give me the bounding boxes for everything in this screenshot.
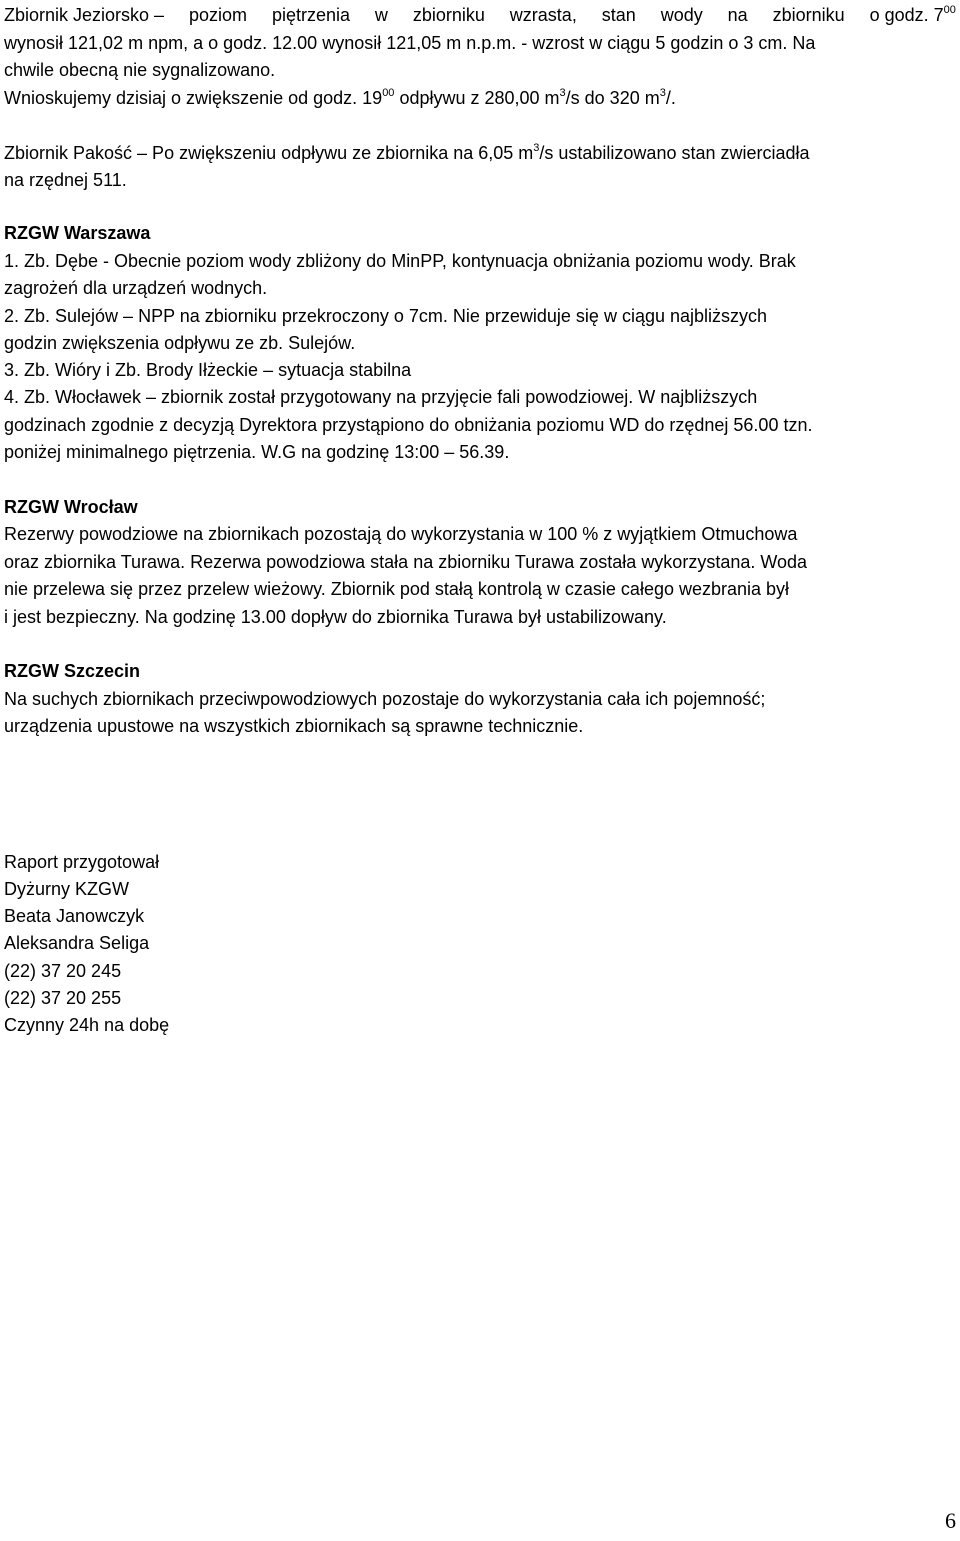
wroclaw-line-1: Rezerwy powodziowe na zbiornikach pozostają do wykorzystania w 100 % z wyjątkiem Otmuchowa — [4, 524, 798, 544]
signature-line-1: Raport przygotował — [4, 852, 160, 872]
signature-line-3: Beata Janowczyk — [4, 906, 145, 926]
warszawa-line-8: poniżej minimalnego piętrzenia. W.G na godzinę 13:00 – 56.39. — [4, 442, 510, 462]
jeziorsko-line-1: Zbiornik Jeziorsko – poziom piętrzenia w zbiorniku wzrasta, stan wody na zbiorniku o godz. $7^{00}$ — [4, 4, 956, 25]
wroclaw-line-4: i jest bezpieczny. Na godzinę 13.00 dopływ do zbiornika Turawa był ustabilizowany. — [4, 607, 667, 627]
jeziorsko-line-2: wynosił 121,02 m npm, a o godz. 12.00 wynosił 121,05 m n.p.m. - wzrost w ciągu 5 godzin o 3 cm. Na — [4, 33, 816, 53]
jeziorsko-line-4: Wnioskujemy dzisiaj o zwiększenie od godz. $19^{00}$ odpływu z 280,00 $m^3/s$ do 320 $m^3/$. — [4, 87, 676, 108]
warszawa-line-4: godzin zwiększenia odpływu ze zb. Sulejów. — [4, 333, 356, 353]
warszawa-line-6: 4. Zb. Włocławek – zbiornik został przygotowany na przyjęcie fali powodziowej. W najbliższych — [4, 387, 758, 407]
warszawa-line-2: zagrożeń dla urządzeń wodnych. — [4, 278, 268, 298]
pakosc-line-1: Zbiornik Pakość – Po zwiększeniu odpływu ze zbiornika na 6,05 $m^3/s$ ustabilizowano stan zwierciadła — [4, 142, 810, 163]
section-title-wroclaw: RZGW Wrocław — [4, 497, 138, 517]
signature-phone-2: (22) 37 20 255 — [4, 988, 122, 1008]
warszawa-line-5: 3. Zb. Wióry i Zb. Brody Iłżeckie – sytuacja stabilna — [4, 360, 412, 380]
jeziorsko-line-3: chwile obecną nie sygnalizowano. — [4, 60, 276, 80]
warszawa-line-3: 2. Zb. Sulejów – NPP na zbiorniku przekroczony o 7cm. Nie przewiduje się w ciągu najbliższych — [4, 306, 768, 326]
signature-phone-1: (22) 37 20 245 — [4, 961, 122, 981]
signature-line-7: Czynny 24h na dobę — [4, 1015, 170, 1035]
signature-line-4: Aleksandra Seliga — [4, 933, 150, 953]
section-title-szczecin: RZGW Szczecin — [4, 661, 141, 681]
page-number: 6 — [945, 1508, 956, 1533]
warszawa-line-7: godzinach zgodnie z decyzją Dyrektora przystąpiono do obniżania poziomu WD do rzędnej 56.00 tzn. — [4, 415, 813, 435]
szczecin-line-1: Na suchych zbiornikach przeciwpowodziowych pozostaje do wykorzystania cała ich pojemność; — [4, 689, 766, 709]
szczecin-line-2: urządzenia upustowe na wszystkich zbiornikach są sprawne technicznie. — [4, 716, 584, 736]
wroclaw-line-2: oraz zbiornika Turawa. Rezerwa powodziowa stała na zbiorniku Turawa została wykorzystana. Woda — [4, 552, 808, 572]
pakosc-line-2: na rzędnej 511. — [4, 170, 127, 190]
section-title-warszawa: RZGW Warszawa — [4, 223, 151, 243]
signature-line-2: Dyżurny KZGW — [4, 879, 130, 899]
wroclaw-line-3: nie przelewa się przez przelew wieżowy. Zbiornik pod stałą kontrolą w czasie całego wezbrania był — [4, 579, 790, 599]
warszawa-line-1: 1. Zb. Dębe - Obecnie poziom wody zbliżony do MinPP, kontynuacja obniżania poziomu wody. Brak — [4, 251, 796, 271]
